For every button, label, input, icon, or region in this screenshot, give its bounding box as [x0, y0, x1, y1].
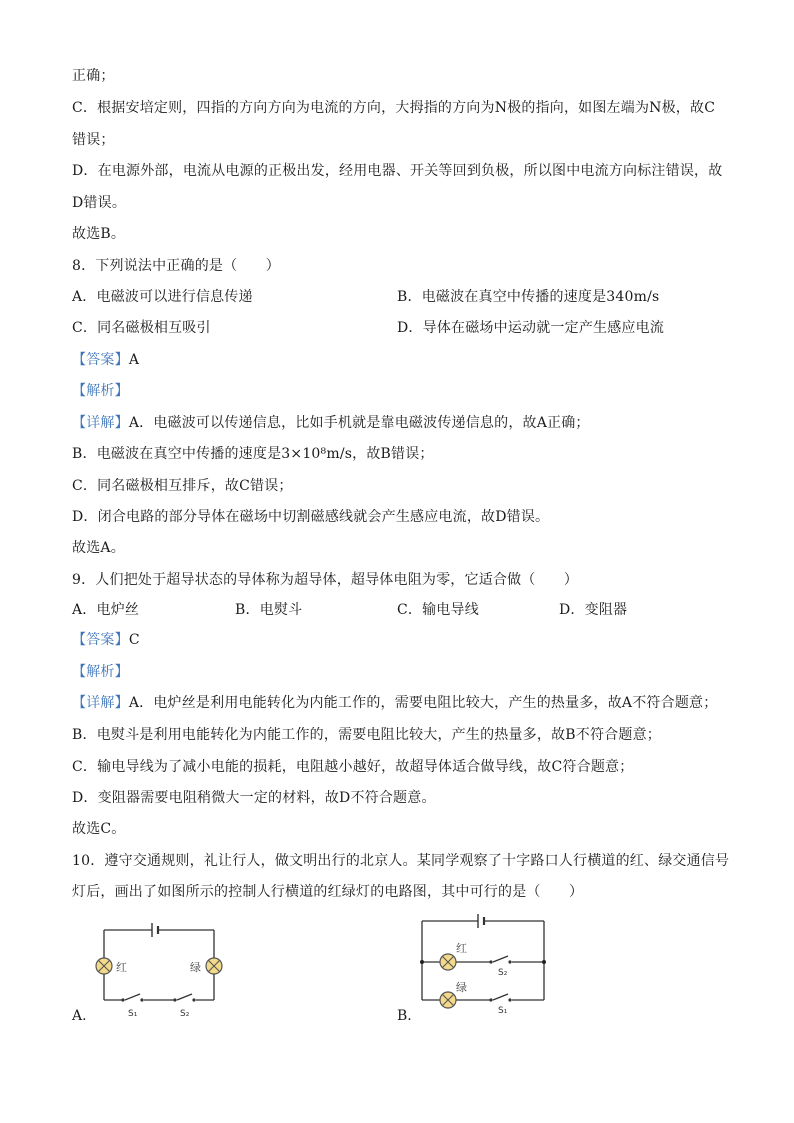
detail-tag: 【详解】: [72, 695, 129, 711]
text-line: D．在电源外部，电流从电源的正极出发，经用电器、开关等回到负极，所以图中电流方向标注错误，故: [72, 163, 723, 179]
q9-option-c: C．输电导线: [397, 602, 479, 618]
q9-detail-line: B．电熨斗是利用电能转化为内能工作的，需要电阻比较大，产生的热量多，故B不符合题意；: [72, 727, 661, 743]
label-red: 红: [456, 942, 467, 955]
text-line: 故选B。: [72, 226, 126, 242]
question-10-stem: 10．遵守交通规则，礼让行人，做文明出行的北京人。某同学观察了十字路口人行横道的红、绿交通信号: [72, 853, 730, 869]
q9-detail-line: [72, 693, 717, 713]
q8-detail-line: [72, 413, 590, 433]
label-red: 红: [116, 961, 127, 974]
q8-detail-line: D．闭合电路的部分导体在磁场中切割磁感线就会产生感应电流，故D错误。: [72, 509, 550, 525]
bulb-icon: [440, 992, 456, 1008]
answer-value: C: [128, 632, 140, 648]
circuit-figure-a: [70, 918, 230, 1023]
figure-b-label: B.: [397, 1008, 412, 1024]
q9-answer: [72, 630, 140, 650]
q8-answer: [72, 350, 139, 370]
detail-text: A．电磁波可以传递信息，比如手机就是靠电磁波传递信息的，故A正确；: [128, 415, 590, 431]
q8-analysis-tag: 【解析】: [72, 383, 129, 399]
label-green: 绿: [456, 981, 467, 994]
circuit-figure-b: [414, 912, 554, 1022]
q9-option-a: A．电炉丝: [72, 602, 140, 618]
q9-detail-line: D．变阻器需要电阻稍微大一定的材料，故D不符合题意。: [72, 790, 436, 806]
answer-tag: 【答案】: [72, 352, 129, 368]
bulb-icon: [440, 954, 456, 970]
q8-option-a: A．电磁波可以进行信息传递: [72, 289, 253, 305]
figure-a-label: A.: [72, 1008, 87, 1024]
q9-detail-line: C．输电导线为了减小电能的损耗，电阻越小越好，故超导体适合做导线，故C符合题意；: [72, 759, 634, 775]
q8-option-c: C．同名磁极相互吸引: [72, 320, 211, 336]
q8-detail-line: B．电磁波在真空中传播的速度是3×10⁸m/s，故B错误；: [72, 446, 434, 462]
answer-tag: 【答案】: [72, 632, 129, 648]
label-s2: S₂: [180, 1009, 190, 1019]
question-8-stem: 8．下列说法中正确的是（ ）: [72, 258, 280, 274]
label-green: 绿: [190, 961, 201, 974]
text-line: 正确；: [72, 68, 115, 84]
text-line: D错误。: [72, 195, 127, 211]
q8-option-d: D．导体在磁场中运动就一定产生感应电流: [397, 320, 665, 336]
question-10-stem: 灯后，画出了如图所示的控制人行横道的红绿灯的电路图，其中可行的是（ ）: [72, 884, 584, 900]
q8-detail-line: C．同名磁极相互排斥，故C错误；: [72, 478, 293, 494]
q9-option-d: D．变阻器: [559, 602, 628, 618]
label-s2: S₂: [498, 968, 508, 978]
detail-text: A．电炉丝是利用电能转化为内能工作的，需要电阻比较大，产生的热量多，故A不符合题意；: [128, 695, 718, 711]
question-9-stem: 9．人们把处于超导状态的导体称为超导体，超导体电阻为零，它适合做（ ）: [72, 572, 579, 588]
bulb-icon: [96, 958, 112, 974]
label-s1: S₁: [128, 1009, 138, 1019]
q8-conclusion: 故选A。: [72, 540, 125, 556]
answer-value: A: [128, 352, 140, 368]
detail-tag: 【详解】: [72, 415, 129, 431]
text-line: 错误；: [72, 132, 115, 148]
q9-analysis-tag: 【解析】: [72, 664, 129, 680]
label-s1: S₁: [498, 1006, 508, 1016]
bulb-icon: [206, 958, 222, 974]
q9-option-b: B．电熨斗: [235, 602, 303, 618]
q8-option-b: B．电磁波在真空中传播的速度是340m/s: [397, 289, 660, 305]
text-line: C．根据安培定则，四指的方向方向为电流的方向，大拇指的方向为N极的指向，如图左端为N极，故C: [72, 100, 716, 116]
q9-conclusion: 故选C。: [72, 821, 126, 837]
